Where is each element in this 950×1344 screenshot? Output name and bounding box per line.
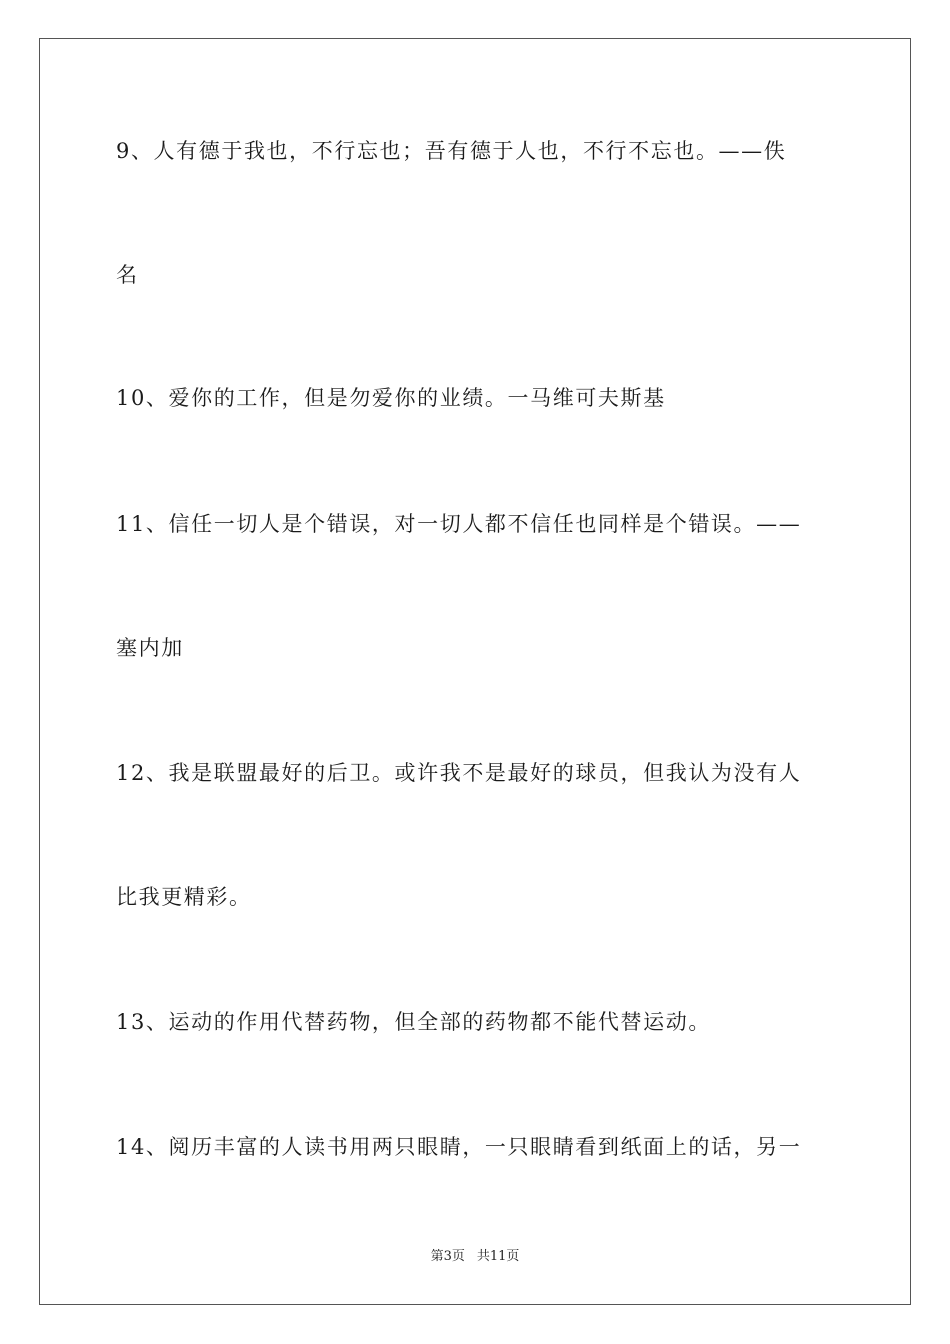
text-line: 13、运动的作用代替药物，但全部的药物都不能代替运动。 [116,1010,711,1034]
text-line: 12、我是联盟最好的后卫。或许我不是最好的球员，但我认为没有人 [116,761,802,785]
text-line: 10、爱你的工作，但是勿爱你的业绩。一马维可夫斯基 [116,386,666,410]
text-line: 14、阅历丰富的人读书用两只眼睛，一只眼睛看到纸面上的话，另一 [116,1135,802,1159]
text-line: 名 [116,263,139,287]
text-line: 9、人有德于我也，不行忘也；吾有德于人也，不行不忘也。——佚 [116,139,787,163]
page-number: 第3页 [430,1249,465,1264]
page-border [39,38,911,1305]
text-line: 塞内加 [116,636,184,660]
text-line: 11、信任一切人是个错误，对一切人都不信任也同样是个错误。—— [116,512,802,536]
text-line: 比我更精彩。 [116,885,252,909]
page-footer [0,1248,950,1266]
page-total: 共11页 [476,1249,520,1264]
